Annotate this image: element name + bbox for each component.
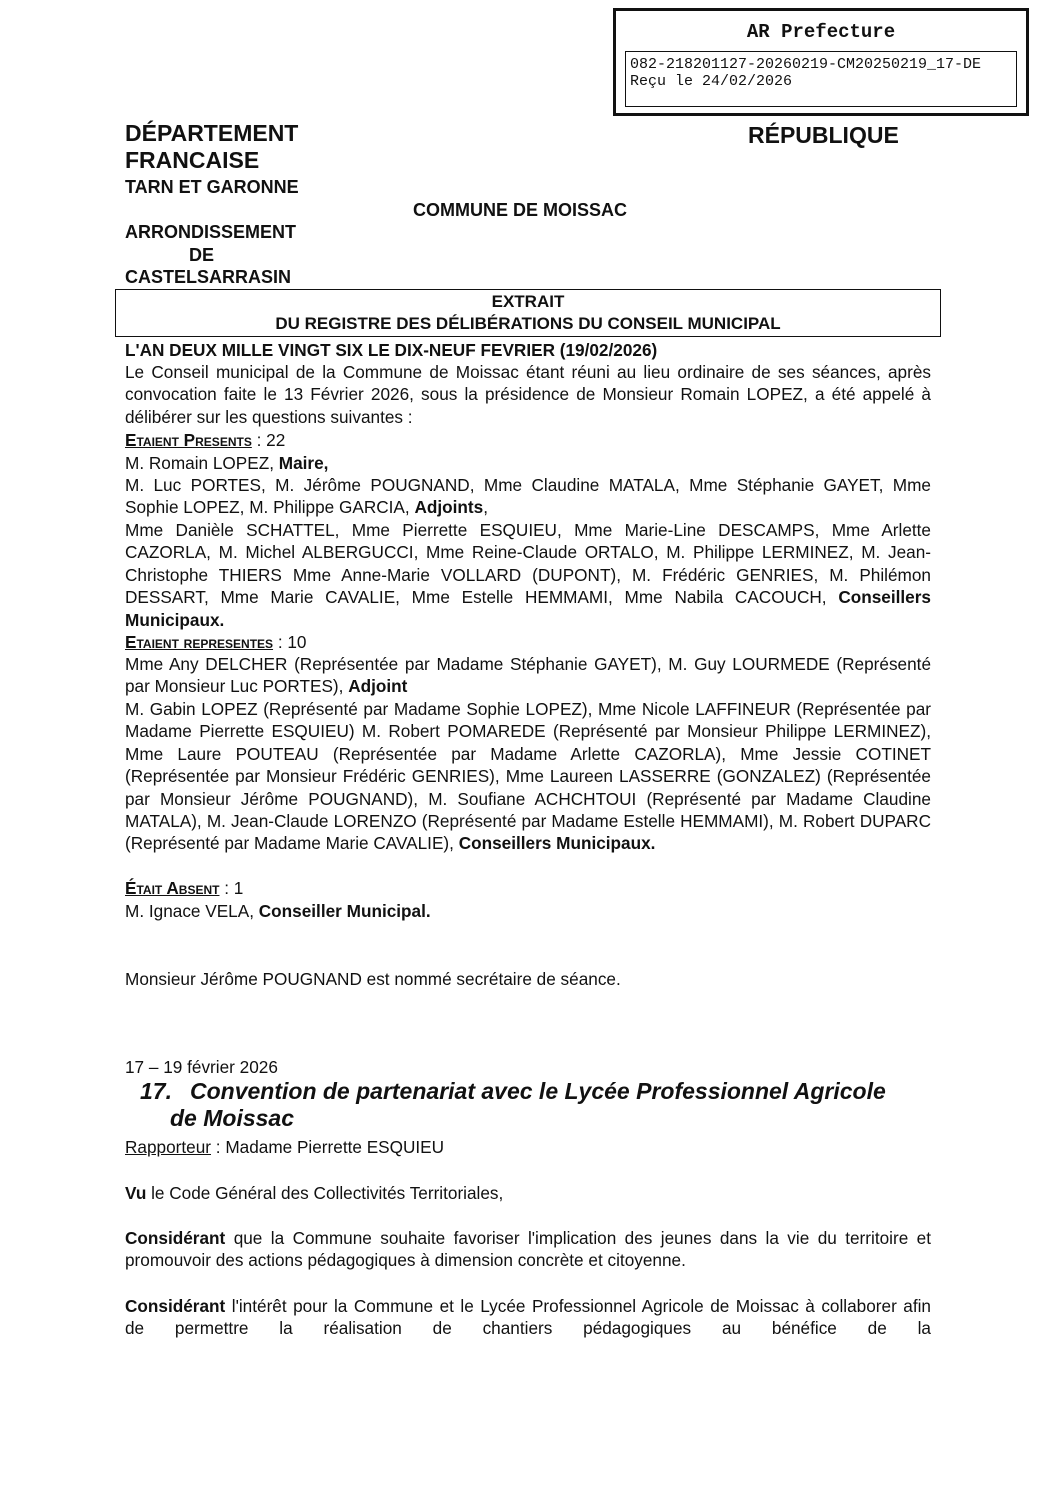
extrait-box [115,289,941,337]
represented-conseillers-text: M. Gabin LOPEZ (Représenté par Madame Sophie LOPEZ), Mme Nicole LAFFINEUR (Représentée par Madame Pierrette ESQUIEU) M. Robert POMAREDE (Représenté par Monsieur Philippe LERMINEZ), Mme Laure POUTEAU (Représentée par Madame Arlette CAZORLA), Mme Jessie COTINET (Représentée par Monsieur Frédéric GENRIES), Mme Laureen LASSERRE (GONZALEZ) (Représentée par Monsieur Jérôme POUGNAND), M. Soufiane ACHCHTOUI (Représenté par Madame Claudine MATALA), M. Jean-Claude LORENZO (Représenté par Madame Estelle HEMMAMI), M. Robert DUPARC (Représenté par Madame Marie CAVALIE), [125,699,931,854]
maire-role: Maire, [278,453,329,473]
adjoints-role: Adjoints [414,497,484,518]
presents-count: : 22 [251,430,286,450]
considerant-1-text: que la Commune souhaite favoriser l'implication des jeunes dans la vie du territoire et promouvoir des actions pédagogiques à dimension concrète et citoyenne. [125,1228,931,1271]
represented-heading [125,631,931,653]
rapporteur-value: : Madame Pierrette ESQUIEU [211,1137,445,1157]
ar-prefecture-stamp [613,8,1029,116]
header-republique: RÉPUBLIQUE [748,122,899,148]
stamp-received-date: Reçu le 24/02/2026 [630,73,793,90]
item-title-line2: de Moissac [170,1105,294,1131]
conseillers-names: Mme Danièle SCHATTEL, Mme Pierrette ESQUIEU, Mme Marie-Line DESCAMPS, Mme Arlette CAZORLA, M. Michel ALBERGUCCI, Mme Reine-Claude ORTALO, M. Philippe LERMINEZ, M. Jean-Christophe THIERS Mme Anne-Marie VOLLARD (DUPONT), M. Frédéric GENRIES, M. Philémon DESSART, Mme Marie CAVALIE, Mme Estelle HEMMAMI, Mme Nabila CACOUCH, [125,520,931,608]
represented-adjoints-role: Adjoint [348,676,408,697]
secretary-line: Monsieur Jérôme POUGNAND est nommé secrétaire de séance. [125,969,621,989]
considerant-paragraph-1 [125,1227,931,1272]
absent-label: Était Absent [125,878,220,898]
extrait-subtitle: DU REGISTRE DES DÉLIBÉRATIONS DU CONSEIL MUNICIPAL [275,314,781,333]
considerant-paragraph-2 [125,1295,931,1340]
rapporteur-line [125,1136,931,1158]
absent-role: Conseiller Municipal. [258,901,431,921]
adjoints-names: M. Luc PORTES, M. Jérôme POUGNAND, Mme Claudine MATALA, Mme Stéphanie GAYET, Mme Sophie LOPEZ, M. Philippe GARCIA, [125,475,931,518]
session-date: L'AN DEUX MILLE VINGT SIX LE DIX-NEUF FEVRIER (19/02/2026) [125,340,658,360]
session-intro: Le Conseil municipal de la Commune de Moissac étant réuni au lieu ordinaire de ses séances, après convocation faite le 13 Février 2026, sous la présidence de Monsieur Romain LOPEZ, a été appelé à délibérer sur les questions suivantes : [125,362,931,427]
considerant-2-label: Considérant [125,1296,226,1316]
header-arrondissement: ARRONDISSEMENT [125,222,297,242]
vu-label: Vu [125,1183,147,1203]
absent-count: : 1 [219,878,244,898]
vu-paragraph [125,1182,931,1204]
item-date: 17 – 19 février 2026 [125,1057,278,1077]
presents-heading [125,429,931,451]
represented-count: : 10 [273,632,307,652]
rapporteur-label: Rapporteur [125,1137,211,1157]
header-castelsarrasin: CASTELSARRASIN [125,267,292,287]
represented-adjoints-paragraph [125,653,931,698]
header-francaise: FRANCAISE [125,147,260,173]
presents-label: Etaient Presents [125,430,252,450]
extrait-title: EXTRAIT [491,292,565,311]
stamp-reference: 082-218201127-20260219-CM20250219_17-DE [630,56,982,73]
stamp-title: AR Prefecture [746,21,896,43]
header-department-name: TARN ET GARONNE [125,177,299,197]
adjoints-paragraph: M. Luc PORTES, M. Jérôme POUGNAND, Mme Claudine MATALA, Mme Stéphanie GAYET, Mme Sophie LOPEZ, M. Philippe GARCIA, Adjoints, [125,475,931,518]
considerant-1-label: Considérant [125,1228,226,1248]
item-title-line1: Convention de partenariat avec le Lycée Professionnel Agricole [190,1078,886,1104]
considerant-2-text: l'intérêt pour la Commune et le Lycée Professionnel Agricole de Moissac à collaborer afin de permettre la réalisation de chantiers pédagogiques au bénéfice de la [125,1296,931,1339]
represented-conseillers-paragraph [125,698,931,855]
represented-adjoints-text: Mme Any DELCHER (Représentée par Madame Stéphanie GAYET), M. Guy LOURMEDE (Représenté par Monsieur Luc PORTES), [125,654,931,697]
represented-label: Etaient representes [125,632,274,652]
stamp-reference-box [625,51,1017,107]
maire-name: M. Romain LOPEZ, [125,453,279,473]
header-departement: DÉPARTEMENT [125,120,299,146]
header-arrondissement-de: DE [189,245,215,265]
conseillers-role: Conseillers Municipaux. [125,587,931,630]
maire-line [125,452,931,474]
conseillers-paragraph [125,519,931,631]
vu-text: le Code Général des Collectivités Territoriales, [146,1183,504,1203]
absent-line [125,900,931,922]
absent-heading [125,877,931,899]
item-title [140,1078,940,1132]
header-commune: COMMUNE DE MOISSAC [413,200,628,220]
represented-conseillers-role: Conseillers Municipaux. [458,833,656,854]
item-number: 17. [140,1078,172,1104]
absent-name: M. Ignace VELA, [125,901,259,921]
